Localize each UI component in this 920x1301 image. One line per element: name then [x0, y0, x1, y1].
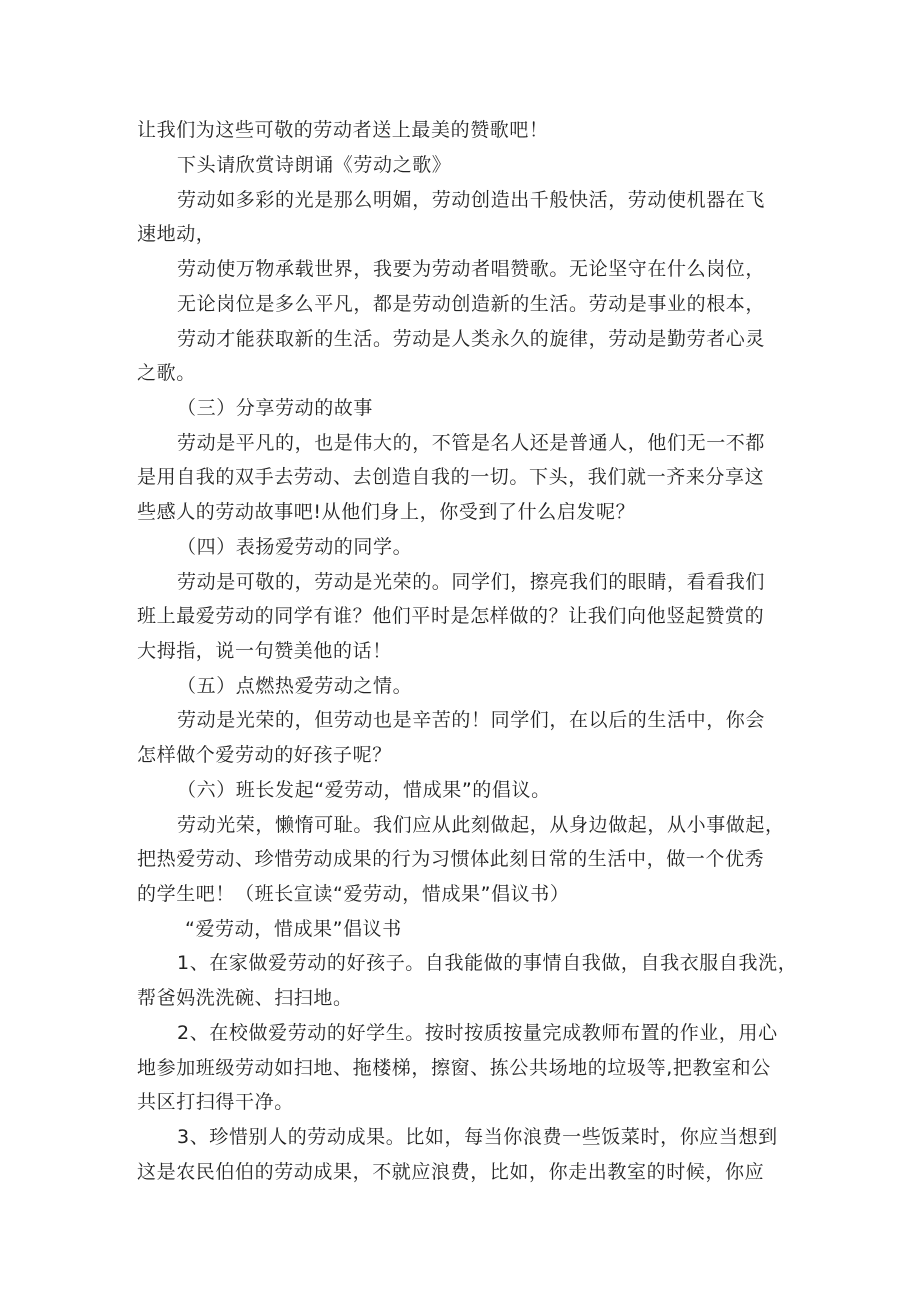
text-line: 速地动， — [137, 223, 216, 245]
section-heading: （五）点燃热爱劳动之情。 — [177, 675, 413, 697]
text-line: 帮爸妈洗洗碗、扫扫地。 — [137, 987, 353, 1009]
text-line: 班上最爱劳动的同学有谁？他们平时是怎样做的？让我们向他竖起赞赏的 — [137, 605, 765, 627]
text-line: 劳动光荣，懒惰可耻。我们应从此刻做起，从身边做起，从小事做起， — [177, 814, 785, 836]
text-line: 让我们为这些可敬的劳动者送上最美的赞歌吧！ — [137, 119, 549, 141]
text-line: 是用自我的双手去劳动、去创造自我的一切。下头，我们就一齐来分享这 — [137, 466, 765, 488]
section-heading: （四）表扬爱劳动的同学。 — [177, 536, 413, 558]
text-line: 这是农民伯伯的劳动成果，不就应浪费，比如，你走出教室的时候，你应 — [137, 1161, 765, 1183]
text-line: 无论岗位是多么平凡，都是劳动创造新的生活。劳动是事业的根本， — [177, 293, 766, 315]
text-line: 劳动才能获取新的生活。劳动是人类永久的旋律，劳动是勤劳者心灵 — [177, 328, 766, 350]
proposal-title: “爱劳动，惜成果”倡议书 — [185, 918, 402, 940]
text-line: 劳动是可敬的，劳动是光荣的。同学们，擦亮我们的眼睛，看看我们 — [177, 571, 766, 593]
text-line: 劳动使万物承载世界，我要为劳动者唱赞歌。无论坚守在什么岗位， — [177, 258, 766, 280]
text-line: 2、在校做爱劳动的好学生。按时按质按量完成教师布置的作业，用心 — [177, 1022, 778, 1044]
text-line: 1、在家做爱劳动的好孩子。自我能做的事情自我做，自我衣服自我洗， — [177, 952, 798, 974]
text-line: 3、珍惜别人的劳动成果。比如，每当你浪费一些饭菜时，你应当想到 — [177, 1126, 778, 1148]
section-heading: （六）班长发起“爱劳动，惜成果”的倡议。 — [177, 779, 551, 801]
text-line: 共区打扫得干净。 — [137, 1091, 294, 1113]
text-line: 把热爱劳动、珍惜劳动成果的行为习惯体此刻日常的生活中，做一个优秀 — [137, 848, 765, 870]
text-line: 劳动如多彩的光是那么明媚，劳动创造出千般快活，劳动使机器在飞 — [177, 189, 766, 211]
text-line: 些感人的劳动故事吧!从他们身上，你受到了什么启发呢？ — [137, 501, 636, 523]
text-line: 的学生吧！（班长宣读“爱劳动，惜成果”倡议书） — [137, 883, 570, 905]
text-line: 劳动是光荣的，但劳动也是辛苦的！同学们，在以后的生活中，你会 — [177, 709, 766, 731]
text-line: 之歌。 — [137, 362, 196, 384]
section-heading: （三）分享劳动的故事 — [177, 397, 374, 419]
text-line: 劳动是平凡的，也是伟大的，不管是名人还是普通人，他们无一不都 — [177, 432, 766, 454]
text-line: 大拇指，说一句赞美他的话！ — [137, 640, 392, 662]
text-line: 下头请欣赏诗朗诵《劳动之歌》 — [177, 154, 452, 176]
text-line: 怎样做个爱劳动的好孩子呢？ — [137, 744, 392, 766]
text-line: 地参加班级劳动如扫地、拖楼梯，擦窗、拣公共场地的垃圾等,把教室和公 — [137, 1057, 771, 1079]
